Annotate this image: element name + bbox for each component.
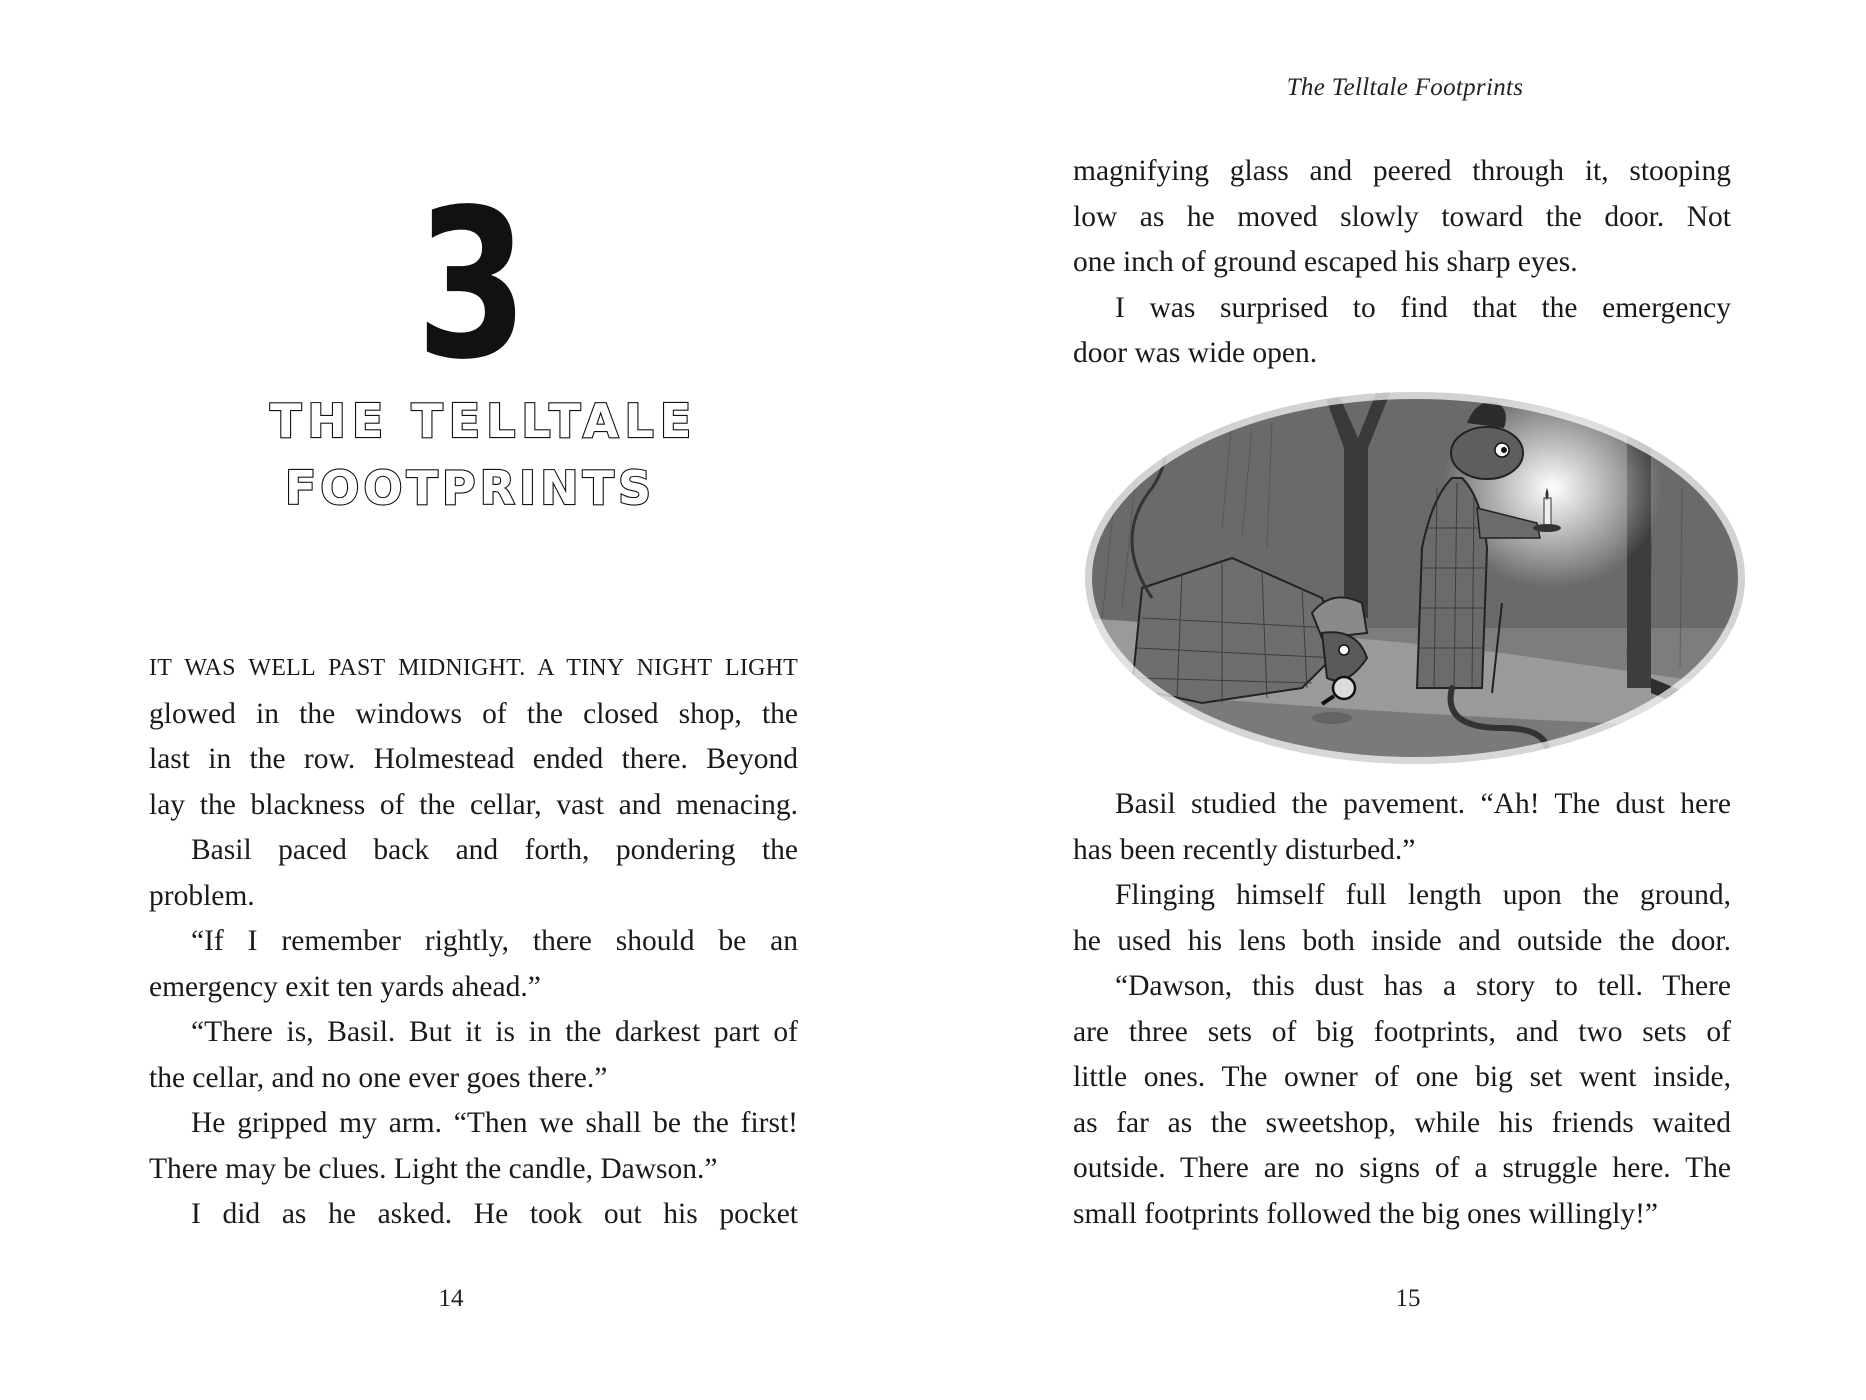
text-line: as far as the sweetshop, while his friends waited	[1073, 1106, 1731, 1139]
text-line: There may be clues. Light the candle, Dawson.”	[149, 1152, 718, 1185]
text-line: small footprints followed the big ones willingly!”	[1073, 1197, 1659, 1230]
text-line: Basil paced back and forth, pondering the	[191, 834, 798, 866]
right-page-body-bottom	[1073, 782, 1731, 1237]
illustration-mice-detectives	[1082, 388, 1748, 766]
text-line: “Dawson, this dust has a story to tell. There	[1115, 970, 1731, 1002]
text-line: door was wide open.	[1073, 337, 1318, 369]
text-line: IT WAS WELL PAST MIDNIGHT. A TINY NIGHT LIGHT	[149, 655, 798, 681]
running-head: The Telltale Footprints	[1286, 74, 1524, 101]
text-line: he used his lens both inside and outside the door.	[1073, 924, 1731, 957]
text-line: Basil studied the pavement. “Ah! The dust here	[1115, 788, 1731, 820]
text-line: “There is, Basil. But it is in the darkest part of	[191, 1016, 798, 1048]
text-line: “If I remember rightly, there should be an	[191, 925, 798, 957]
text-line: last in the row. Holmestead ended there. Beyond	[149, 743, 798, 775]
page-number-right: 15	[1395, 1285, 1421, 1312]
text-line: magnifying glass and peered through it, stooping	[1073, 155, 1731, 187]
text-line: He gripped my arm. “Then we shall be the first!	[191, 1107, 798, 1139]
text-line: are three sets of big footprints, and two sets of	[1073, 1015, 1731, 1048]
text-line: emergency exit ten yards ahead.”	[149, 970, 541, 1003]
text-line: has been recently disturbed.”	[1073, 833, 1416, 866]
text-line: outside. There are no signs of a struggle here. The	[1073, 1152, 1731, 1184]
chapter-title-line-1: THE TELLTALE	[270, 394, 698, 448]
text-line: lay the blackness of the cellar, vast and menacing.	[149, 788, 798, 821]
text-line: the cellar, and no one ever goes there.”	[149, 1061, 608, 1094]
left-page-body	[149, 646, 798, 1238]
text-line: one inch of ground escaped his sharp eyes.	[1073, 246, 1578, 278]
text-line: problem.	[149, 879, 255, 912]
text-line: I was surprised to find that the emergency	[1115, 291, 1731, 324]
text-line: I did as he asked. He took out his pocket	[191, 1198, 798, 1230]
text-line: little ones. The owner of one big set went inside,	[1073, 1061, 1731, 1093]
text-line: low as he moved slowly toward the door. Not	[1073, 200, 1731, 233]
page-number-left: 14	[438, 1285, 464, 1312]
chapter-number-text: 3	[416, 165, 528, 405]
text-line: Flinging himself full length upon the ground,	[1115, 879, 1731, 911]
text-line: glowed in the windows of the closed shop, the	[149, 697, 798, 730]
chapter-title-line-2: FOOTPRINTS	[284, 461, 656, 515]
chapter-number	[394, 165, 550, 405]
right-page-body-top	[1073, 149, 1731, 377]
